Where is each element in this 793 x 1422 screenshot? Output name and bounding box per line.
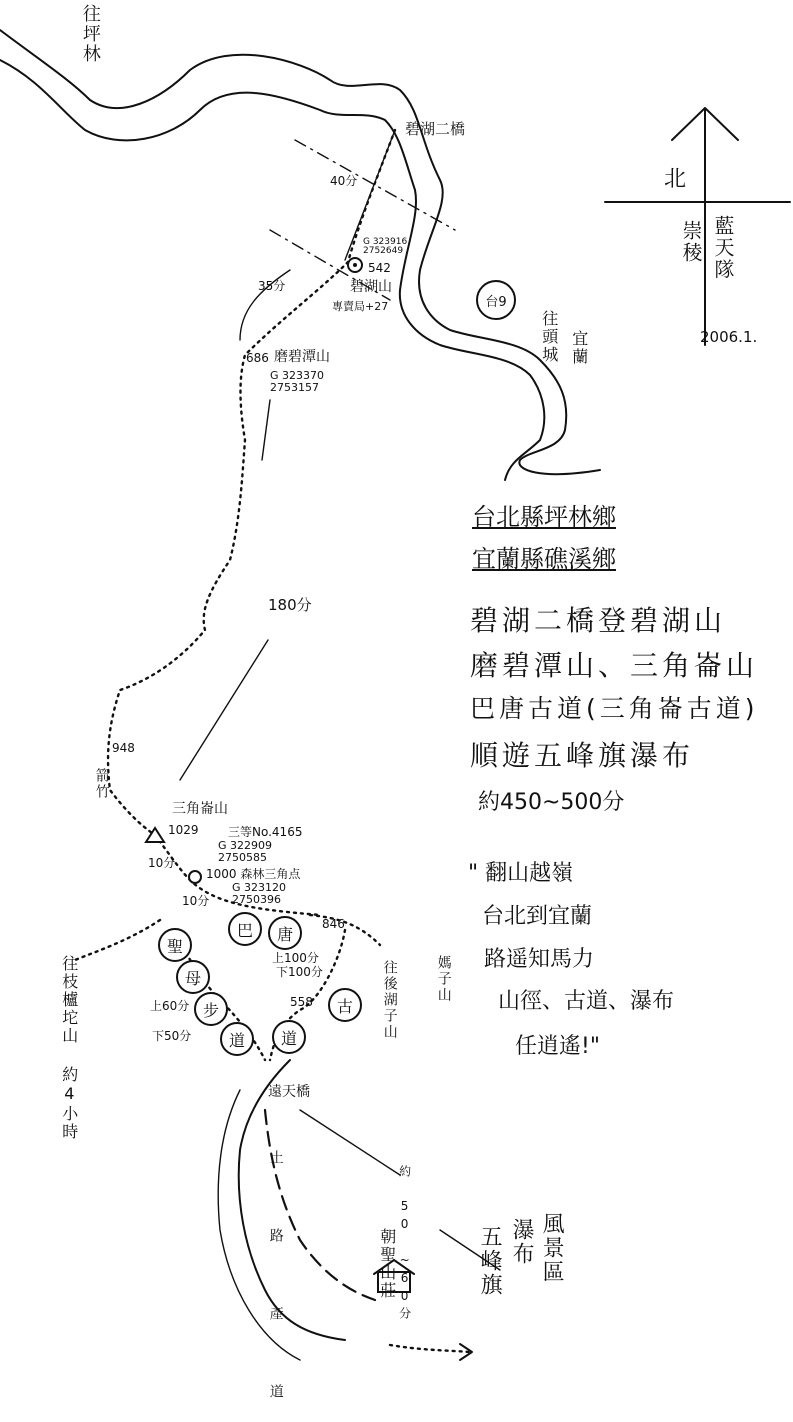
wufeng-label: 五峰旗 [477, 1225, 503, 1297]
trail-char-tang: 唐 [268, 916, 302, 950]
to-toucheng-label: 往頭城 [539, 310, 559, 364]
to-pinglin-label: 往坪林 [79, 4, 101, 64]
guide-50-60 [300, 1110, 400, 1175]
guide-line-180 [262, 400, 270, 460]
time-10b: 10分 [182, 894, 210, 908]
trail-char-dao-1: 道 [220, 1022, 254, 1056]
forest-gps: G 323120 2750396 [232, 881, 287, 906]
quote-line-4: 山徑、古道、瀑布 [498, 989, 675, 1014]
info-duration: 約450~500分 [478, 790, 625, 815]
to-yilan-label: 宜蘭 [569, 330, 589, 366]
bihu-note: 專賣局+27 [332, 300, 389, 313]
lubitan-height: 686 [246, 351, 269, 365]
to-houhu-label: 往後湖子山 [381, 960, 398, 1040]
forest-point-label: 1000 森林三角点 [206, 867, 301, 881]
lubitan-label: 磨碧潭山 [274, 349, 330, 365]
trail-to-zhilan [75, 920, 160, 960]
credit-date: 2006.1. [700, 328, 758, 346]
forest-point-marker [189, 871, 201, 883]
pt-846: 846 [322, 917, 345, 931]
sanjiaolun-label: 三角崙山 [172, 801, 228, 817]
time-up100: 上100分 [272, 951, 319, 965]
info-line-1: 碧湖二橋登碧湖山 [470, 604, 727, 637]
river-upper-bank [0, 30, 600, 474]
to-maazi-label: 媽子山 [435, 955, 452, 1003]
info-line-4: 順遊五峰旗瀑布 [470, 739, 695, 772]
quote-line-1: " 翻山越嶺 [468, 861, 574, 886]
route-tai9-badge [476, 280, 516, 320]
trail-char-gu: 古 [328, 988, 362, 1022]
sanjiaolun-mark: 三等No.4165 [228, 825, 303, 839]
bihu-height: 542 [368, 261, 391, 275]
bihu-gps: G 323916 2752649 [363, 237, 408, 257]
bamboo-label: 箭竹 [93, 768, 110, 800]
time-up60: 上60分 [150, 999, 190, 1013]
sanjiaolun-gps: G 322909 2750585 [218, 839, 273, 864]
county-2: 宜蘭縣礁溪鄉 [472, 545, 616, 573]
time-180: 180分 [268, 596, 312, 614]
info-line-3: 巴唐古道(三角崙古道) [470, 694, 759, 723]
info-line-2: 磨碧潭山、三角崙山 [470, 649, 759, 682]
trail-char-mu: 母 [176, 960, 210, 994]
bihu-peak-label: 碧湖山 [350, 279, 392, 295]
trail-char-dao-2: 道 [272, 1020, 306, 1054]
time-40: 40分 [330, 174, 358, 188]
trail-char-bu: 步 [194, 992, 228, 1026]
to-zhilan-label: 往枝櫨坨山 約4小時 [59, 955, 79, 1141]
chaosheng-label: 朝聖山莊 [377, 1228, 397, 1300]
dirt-road-label: 土 路 產 道 [267, 1150, 284, 1422]
shitian-bridge-label: 遠天橋 [268, 1084, 310, 1100]
quote-line-3: 路遥知馬力 [484, 947, 595, 972]
main-trail [108, 130, 395, 915]
time-down50: 下50分 [152, 1029, 192, 1043]
route-tai9-label: 台9 [485, 294, 507, 310]
time-10a: 10分 [148, 856, 176, 870]
pt-948: 948 [112, 741, 135, 755]
credit-chongling: 崇稜 [679, 220, 703, 264]
time-down100: 下100分 [276, 965, 323, 979]
credit-team: 藍天隊 [711, 215, 735, 281]
bihu-peak-dot [353, 263, 357, 267]
quote-line-2: 台北到宜蘭 [482, 904, 593, 929]
quote-line-5: 任逍遙!" [515, 1034, 600, 1059]
waterfall-label: 瀑布 [509, 1218, 535, 1266]
trail-to-waterfall [390, 1345, 470, 1352]
stream-1 [239, 1060, 345, 1340]
sanjiaolun-triangle [146, 828, 164, 842]
north-label: 北 [664, 167, 687, 192]
trail-char-ba: 巴 [228, 912, 262, 946]
time-50-60: 約 50 ~60分 [397, 1165, 412, 1323]
sanjiaolun-height: 1029 [168, 823, 199, 837]
trail-char-sheng: 聖 [158, 928, 192, 962]
pt-558: 558 [290, 995, 313, 1009]
guide-line-180b [180, 640, 268, 780]
county-1: 台北縣坪林鄉 [472, 503, 616, 531]
scenic-area-label: 風景區 [539, 1212, 565, 1284]
bihu-bridge-label: 碧湖二橋 [405, 120, 466, 138]
time-35: 35分 [258, 279, 286, 293]
lubitan-gps: G 323370 2753157 [270, 369, 325, 394]
